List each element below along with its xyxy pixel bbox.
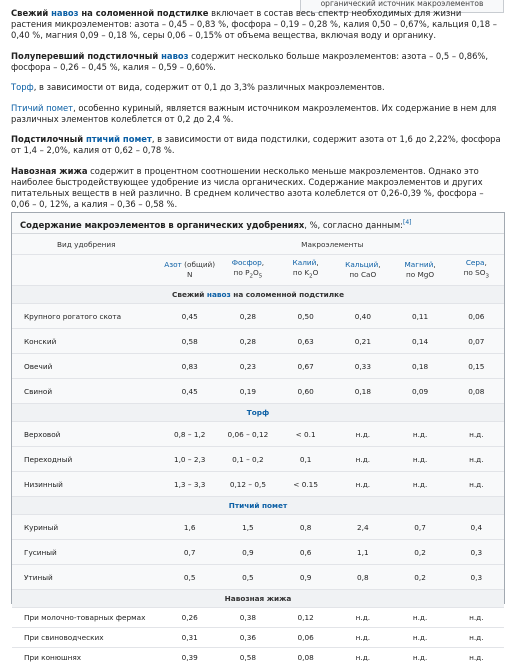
value-cell: 0,08 (277, 648, 334, 667)
value-cell: 0,83 (161, 354, 219, 379)
link-manure[interactable]: навоз (161, 51, 188, 61)
fertilizer-type-cell: Куриный (12, 515, 161, 540)
link-bird-droppings[interactable]: Птичий помет (11, 103, 73, 113)
value-cell: 0,18 (334, 379, 391, 404)
value-cell: 0,9 (219, 540, 277, 565)
value-cell: н.д. (391, 447, 448, 472)
article-text (11, 8, 503, 219)
nutrient-link[interactable]: Магний (404, 260, 433, 269)
value-cell: 0,5 (219, 565, 277, 590)
table-row (12, 472, 504, 497)
value-cell: 0,12 – 0,5 (219, 472, 277, 497)
value-cell: 0,26 (161, 608, 219, 628)
caption-title: Содержание макроэлементов в органических удобрениях (20, 220, 304, 230)
value-cell: 0,21 (334, 329, 391, 354)
value-cell: 0,2 (391, 565, 448, 590)
section-header-row (12, 590, 504, 608)
nutrient-link[interactable]: Калий (293, 258, 317, 267)
nutrient-unit: по $P_2O_5$ (234, 268, 263, 277)
paragraph-text: включает в состав весь спектр необходимых для жизни растения микроэлементов: азота – 0,45 – 0,83 %, фосфора – 0,19 – 0,28 %, калия 0,50 – 0,67%, кальция 0,18 – 0,40 %, магния 0,09 – 0,18 %, серы 0,06 – 0,15% от объема вещества, включая воду и органику. (11, 8, 497, 40)
table-header-row (12, 234, 504, 255)
value-cell: 0,06 – 0,12 (219, 422, 277, 447)
value-cell: 0,63 (277, 329, 334, 354)
value-cell: н.д. (391, 628, 448, 648)
value-cell: 2,4 (334, 515, 391, 540)
value-cell: н.д. (334, 447, 391, 472)
value-cell: 0,5 (161, 565, 219, 590)
value-cell: 0,45 (161, 304, 219, 329)
value-cell: н.д. (449, 447, 504, 472)
value-cell: н.д. (391, 422, 448, 447)
column-header-nutrient (334, 255, 391, 286)
value-cell: 0,2 (391, 540, 448, 565)
column-header-nutrient (219, 255, 277, 286)
value-cell: 0,40 (334, 304, 391, 329)
fertilizer-type-cell: При молочно-товарных фермах (12, 608, 161, 628)
value-cell: н.д. (449, 422, 504, 447)
value-cell: 0,39 (161, 648, 219, 667)
paragraph-slurry (11, 166, 503, 210)
bold-term-rest: на соломенной подстилке (78, 8, 208, 18)
value-cell: 0,23 (219, 354, 277, 379)
value-cell: н.д. (334, 608, 391, 628)
table-caption (12, 213, 504, 233)
value-cell: 0,31 (161, 628, 219, 648)
value-cell: 0,8 (334, 565, 391, 590)
column-header-nutrient (449, 255, 504, 286)
table-row (12, 515, 504, 540)
section-title: Свежий навоз на соломенной подстилке (12, 286, 504, 304)
bold-term: Свежий (11, 8, 51, 18)
column-header-type: Вид удобрения (12, 234, 161, 255)
table-row (12, 379, 504, 404)
figure-caption: органический источник макроэлементов (300, 0, 504, 13)
value-cell: 0,19 (219, 379, 277, 404)
value-cell: 0,7 (391, 515, 448, 540)
value-cell: 0,67 (277, 354, 334, 379)
value-cell: н.д. (334, 422, 391, 447)
column-header-nutrient (277, 255, 334, 286)
table-row (12, 628, 504, 648)
table-row (12, 648, 504, 667)
nutrient-suffix: , (316, 258, 318, 267)
value-cell: 1,3 – 3,3 (161, 472, 219, 497)
value-cell: 0,33 (334, 354, 391, 379)
nutrient-link[interactable]: Фосфор (232, 258, 262, 267)
paragraph-litter-droppings (11, 134, 503, 156)
value-cell: 0,12 (277, 608, 334, 628)
fertilizer-type-cell: При конюшнях (12, 648, 161, 667)
macronutrient-table (11, 212, 505, 604)
value-cell: н.д. (449, 648, 504, 667)
value-cell: 0,07 (449, 329, 504, 354)
empty-header-cell (12, 255, 161, 286)
bold-term: Подстилочный (11, 134, 86, 144)
paragraph-text: содержит несколько больше макроэлементов: азота – 0,5 – 0,86%, фосфора – 0,26 – 0,45 %, калия – 0,59 – 0,60%. (11, 51, 488, 72)
table-row (12, 329, 504, 354)
nutrient-link[interactable]: Азот (164, 260, 182, 269)
paragraph-text: содержит в процентном соотношении несколько меньше макроэлементов. Однако это наиболее быстродействующее удобрение из числа органических. Содержание макроэлементов и других питательных веществ в ней различно. В среднем количество азота колеблется от 0,26-0,39 %, фосфора – 0,06 – 0, 12%, а калия – 0,36 – 0,58 %. (11, 166, 484, 209)
data-table (12, 233, 504, 667)
value-cell: 0,08 (449, 379, 504, 404)
value-cell: 1,0 – 2,3 (161, 447, 219, 472)
value-cell: н.д. (334, 472, 391, 497)
section-title: Навозная жижа (12, 590, 504, 608)
value-cell: 0,4 (449, 515, 504, 540)
nutrient-suffix: (общий) (182, 260, 215, 269)
link-peat[interactable]: Торф (11, 82, 34, 92)
value-cell: н.д. (449, 628, 504, 648)
nutrient-suffix: , (378, 260, 380, 269)
section-header-row (12, 497, 504, 515)
value-cell: 1,1 (334, 540, 391, 565)
value-cell: < 0.15 (277, 472, 334, 497)
link-bird-droppings[interactable]: птичий помет (86, 134, 152, 144)
nutrient-unit: по MgO (406, 270, 434, 279)
table-row (12, 540, 504, 565)
paragraph-text: , в зависимости от вида, содержит от 0,1 до 3,3% различных макроэлементов. (34, 82, 385, 92)
paragraph-rotted-manure (11, 51, 503, 73)
section-link[interactable]: навоз (207, 290, 231, 299)
value-cell: 0,3 (449, 540, 504, 565)
section-header-row (12, 286, 504, 304)
nutrient-unit: по CaO (349, 270, 376, 279)
table-row (12, 447, 504, 472)
value-cell: 0,28 (219, 304, 277, 329)
section-link[interactable]: Птичий помет (229, 501, 287, 510)
table-row (12, 608, 504, 628)
reference-link[interactable]: [4] (403, 219, 412, 226)
value-cell: н.д. (391, 608, 448, 628)
section-header-row (12, 404, 504, 422)
value-cell: 0,09 (391, 379, 448, 404)
link-manure[interactable]: навоз (51, 8, 78, 18)
value-cell: 0,38 (219, 608, 277, 628)
column-header-group: Макроэлементы (161, 234, 504, 255)
value-cell: 0,28 (219, 329, 277, 354)
fertilizer-type-cell: Переходный (12, 447, 161, 472)
value-cell: < 0.1 (277, 422, 334, 447)
fertilizer-type-cell: Низинный (12, 472, 161, 497)
value-cell: 0,11 (391, 304, 448, 329)
fertilizer-type-cell: При свиноводческих (12, 628, 161, 648)
nutrient-unit: по $K_2O$ (293, 268, 319, 277)
value-cell: 0,3 (449, 565, 504, 590)
nutrient-link[interactable]: Сера (466, 258, 485, 267)
value-cell: 0,8 (277, 515, 334, 540)
value-cell: 0,15 (449, 354, 504, 379)
value-cell: 0,50 (277, 304, 334, 329)
paragraph-fresh-manure (11, 8, 503, 41)
fertilizer-type-cell: Верховой (12, 422, 161, 447)
value-cell: 0,1 (277, 447, 334, 472)
column-header-nutrient (391, 255, 448, 286)
nutrient-unit: N (187, 270, 192, 279)
value-cell: н.д. (391, 472, 448, 497)
column-header-nutrient (161, 255, 219, 286)
value-cell: 0,06 (449, 304, 504, 329)
section-title (12, 404, 504, 422)
bold-term: Навозная жижа (11, 166, 88, 176)
table-row (12, 422, 504, 447)
table-row (12, 565, 504, 590)
section-title (12, 497, 504, 515)
value-cell: 0,58 (161, 329, 219, 354)
nutrient-unit: по $SO_3$ (464, 268, 489, 277)
fertilizer-type-cell: Овечий (12, 354, 161, 379)
nutrient-link[interactable]: Кальций (345, 260, 378, 269)
value-cell: 1,5 (219, 515, 277, 540)
table-row (12, 304, 504, 329)
value-cell: 0,06 (277, 628, 334, 648)
value-cell: 0,45 (161, 379, 219, 404)
fertilizer-type-cell: Гусиный (12, 540, 161, 565)
fertilizer-type-cell: Свиной (12, 379, 161, 404)
nutrient-suffix: , (485, 258, 487, 267)
value-cell: 0,14 (391, 329, 448, 354)
value-cell: 0,9 (277, 565, 334, 590)
fertilizer-type-cell: Конский (12, 329, 161, 354)
nutrient-suffix: , (433, 260, 435, 269)
paragraph-text: , особенно куриный, является важным источником макроэлементов. Их содержание в нем для различных элементов колеблется от 0,2 до 2,4 %. (11, 103, 496, 124)
table-subheader-row (12, 255, 504, 286)
caption-text: , %, согласно данным: (304, 220, 403, 230)
value-cell: 0,6 (277, 540, 334, 565)
bold-term: Полуперевший подстилочный (11, 51, 161, 61)
value-cell: н.д. (391, 648, 448, 667)
paragraph-peat (11, 82, 503, 93)
paragraph-text: , в зависимости от вида подстилки, содержит азота от 1,6 до 2,22%, фосфора от 1,4 – 2,0%, калия от 0,62 – 0,78 %. (11, 134, 501, 155)
nutrient-suffix: , (262, 258, 264, 267)
value-cell: 0,1 – 0,2 (219, 447, 277, 472)
section-link[interactable]: Торф (247, 408, 269, 417)
table-row (12, 354, 504, 379)
value-cell: 0,18 (391, 354, 448, 379)
value-cell: н.д. (334, 648, 391, 667)
value-cell: 0,58 (219, 648, 277, 667)
fertilizer-type-cell: Утиный (12, 565, 161, 590)
value-cell: 1,6 (161, 515, 219, 540)
value-cell: н.д. (334, 628, 391, 648)
value-cell: 0,60 (277, 379, 334, 404)
value-cell: 0,7 (161, 540, 219, 565)
value-cell: н.д. (449, 472, 504, 497)
value-cell: 0,8 – 1,2 (161, 422, 219, 447)
fertilizer-type-cell: Крупного рогатого скота (12, 304, 161, 329)
value-cell: н.д. (449, 608, 504, 628)
paragraph-bird-droppings (11, 103, 503, 125)
value-cell: 0,36 (219, 628, 277, 648)
